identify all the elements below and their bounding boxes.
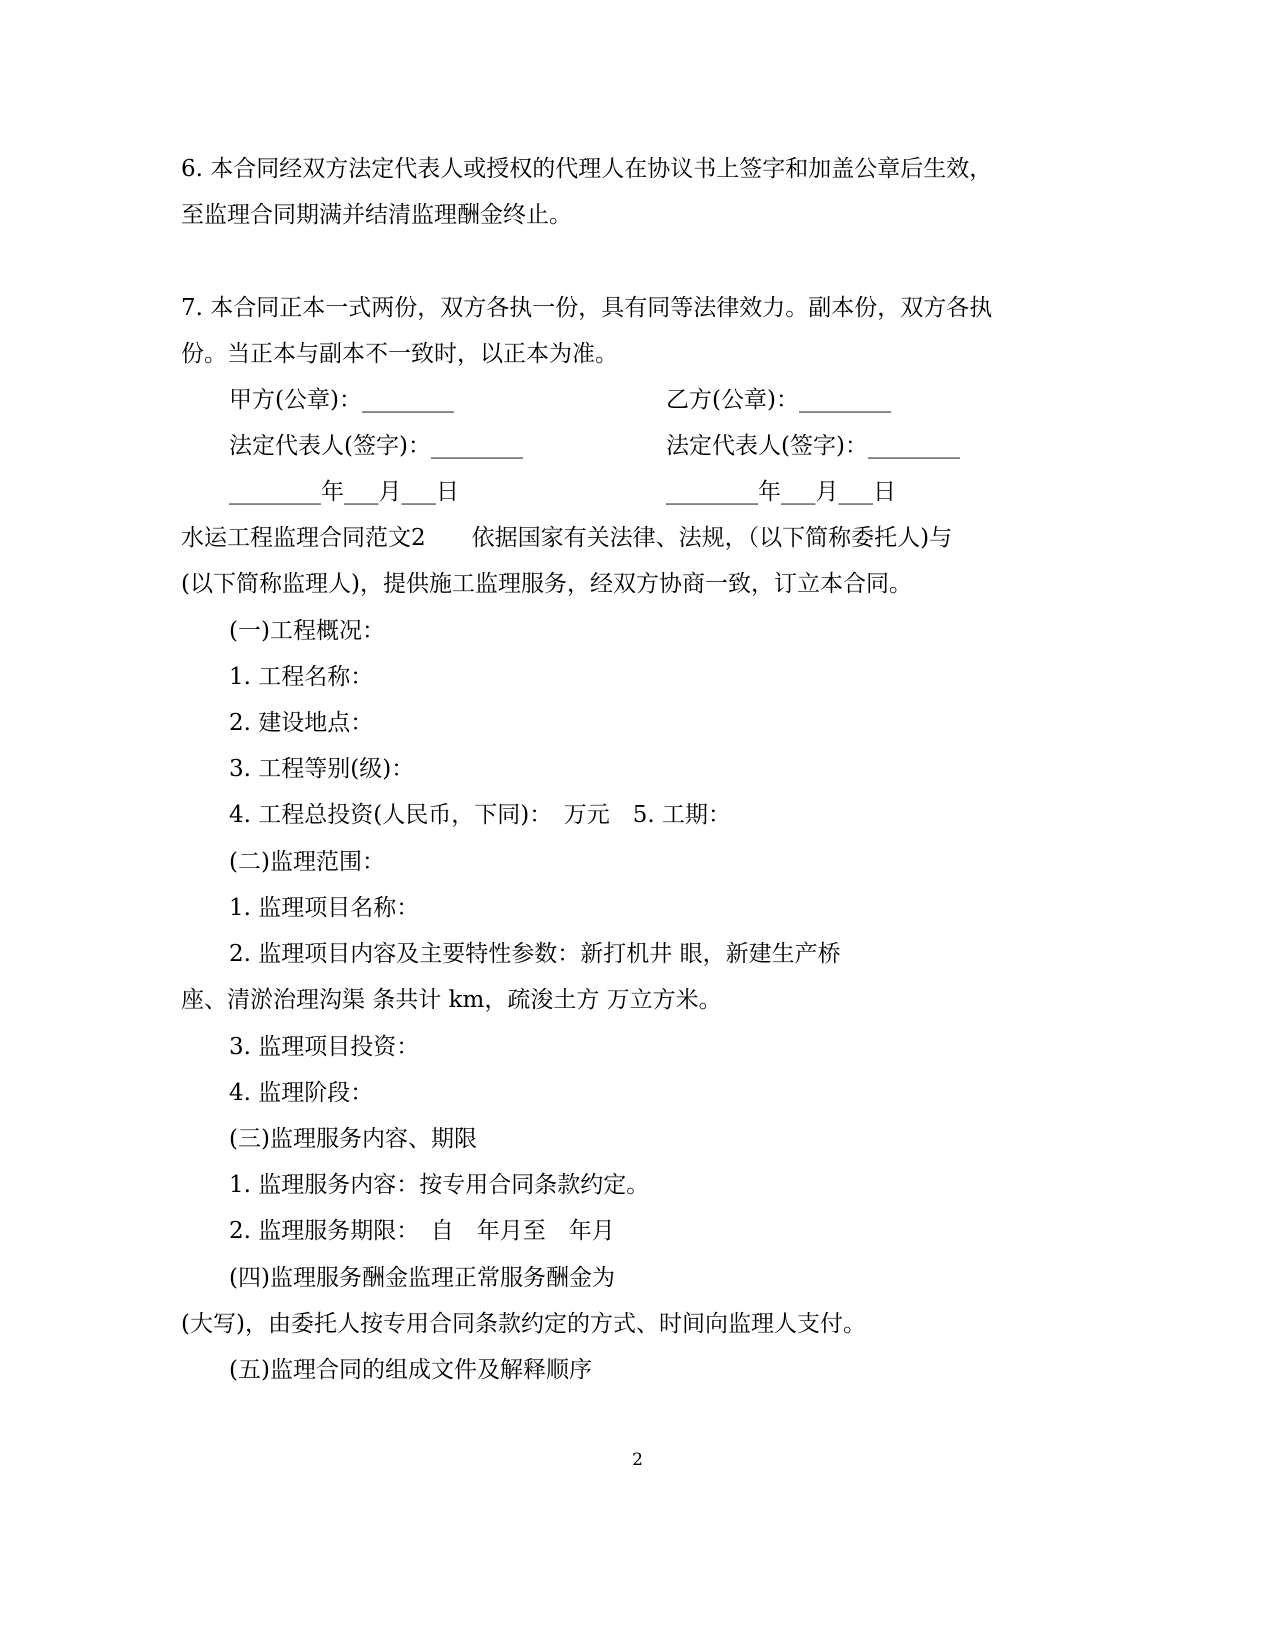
body-line: 2. 监理服务期限： 自 年月至 年月 — [229, 1218, 615, 1244]
body-line: (一)工程概况： — [229, 618, 385, 644]
body-line: 1. 工程名称： — [229, 664, 374, 690]
body-line: (大写)，由委托人按专用合同条款约定的方式、时间向监理人支付。 — [181, 1311, 866, 1337]
body-line: 3. 工程等别(级)： — [229, 756, 415, 782]
party-b-rep: 法定代表人(签字)：________ — [666, 433, 960, 459]
party-b-seal: 乙方(公章)：________ — [666, 387, 891, 413]
body-line: 座、清淤治理沟渠 条共计 km，疏浚土方 万立方米。 — [181, 987, 722, 1013]
party-a-rep: 法定代表人(签字)：________ — [229, 433, 523, 459]
party-a-date: ________年___月___日 — [229, 479, 459, 505]
clause-6-line-2: 至监理合同期满并结清监理酬金终止。 — [181, 202, 572, 228]
body-line: (三)监理服务内容、期限 — [229, 1126, 477, 1152]
body-line: 1. 监理服务内容：按专用合同条款约定。 — [229, 1172, 650, 1198]
body-line: 2. 建设地点： — [229, 710, 374, 736]
clause-7-line-1: 7. 本合同正本一式两份，双方各执一份，具有同等法律效力。副本份，双方各执 — [181, 295, 993, 321]
body-line: (四)监理服务酬金监理正常服务酬金为 — [229, 1265, 615, 1291]
body-line: 4. 工程总投资(人民币，下同)： 万元 5. 工期： — [229, 802, 731, 828]
section-2-intro-line-1: 水运工程监理合同范文2 依据国家有关法律、法规，（以下简称委托人)与 — [181, 525, 953, 551]
body-line: 2. 监理项目内容及主要特性参数：新打机井 眼，新建生产桥 — [229, 941, 841, 967]
party-a-seal: 甲方(公章)：________ — [229, 387, 454, 413]
body-line: (五)监理合同的组成文件及解释顺序 — [229, 1357, 592, 1383]
page-number: 2 — [632, 1450, 643, 1470]
party-b-date: ________年___月___日 — [666, 479, 896, 505]
section-2-intro-line-2: (以下简称监理人)，提供施工监理服务，经双方协商一致，订立本合同。 — [181, 571, 912, 597]
clause-6-line-1: 6. 本合同经双方法定代表人或授权的代理人在协议书上签字和加盖公章后生效， — [181, 156, 993, 182]
clause-7-line-2: 份。当正本与副本不一致时，以正本为准。 — [181, 341, 618, 367]
body-line: 4. 监理阶段： — [229, 1080, 374, 1106]
body-line: (二)监理范围： — [229, 849, 385, 875]
body-line: 3. 监理项目投资： — [229, 1034, 420, 1060]
body-line: 1. 监理项目名称： — [229, 895, 420, 921]
